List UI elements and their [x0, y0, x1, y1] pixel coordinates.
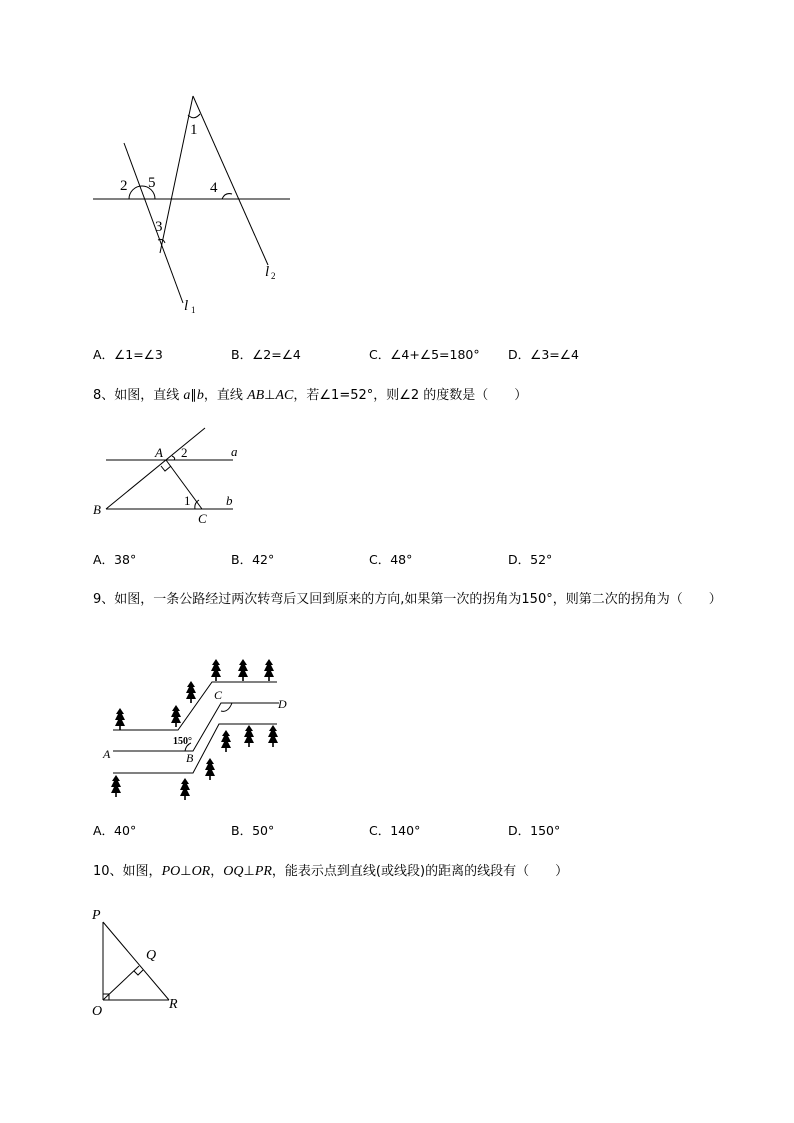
q9-label-d: D	[278, 697, 287, 711]
q10-perp-1: ⊥	[180, 864, 192, 879]
q8-figure	[0, 420, 794, 530]
segment-pr	[103, 922, 169, 1000]
q8-label-b-line: b	[226, 493, 233, 508]
tree-icon	[171, 705, 181, 727]
q10-stem	[93, 862, 568, 882]
q8-option-a[interactable]: A．38°	[93, 552, 137, 567]
q8-label-b-point: B	[93, 502, 101, 517]
q10-label-q: Q	[146, 948, 157, 963]
q8-option-c[interactable]: C．48°	[369, 552, 413, 567]
q9-text: 如图，一条公路经过两次转弯后又回到原来的方向,如果第一次的拐角为150°，则第二次的拐角为（ ）	[114, 592, 722, 607]
q10-label-r: R	[169, 997, 178, 1012]
q7-label-5: 5	[148, 175, 156, 191]
right-angle-mark-q	[134, 970, 143, 975]
q9-label-b: B	[186, 751, 194, 765]
angle-arc-4	[222, 194, 232, 199]
q10-var-pr: PR	[254, 864, 272, 879]
q9-option-d[interactable]: D．150°	[508, 823, 561, 838]
q8-label-2: 2	[181, 445, 188, 460]
q8-label-1: 1	[184, 493, 191, 508]
line-l1	[124, 143, 183, 303]
q8-option-d[interactable]: D．52°	[508, 552, 553, 567]
transversal-line	[160, 96, 193, 253]
angle-arc-2	[172, 456, 175, 460]
tree-icon	[205, 758, 215, 780]
q10-sep: ，	[210, 864, 224, 879]
q7-label-l2-sub: 2	[271, 271, 276, 281]
q8-perp: ⊥	[264, 388, 276, 403]
angle-arc-3	[158, 239, 165, 243]
q7-label-1: 1	[190, 122, 198, 138]
q8-text-3: ，若∠1=52°，则∠2 的度数是（ ）	[293, 388, 528, 403]
q9-option-a[interactable]: A．40°	[93, 823, 137, 838]
q10-figure	[0, 900, 794, 1025]
q7-label-2: 2	[120, 178, 128, 194]
q10-label-o: O	[92, 1004, 103, 1019]
q8-option-b[interactable]: B．42°	[231, 552, 275, 567]
q8-text-1: 如图，直线	[114, 388, 184, 403]
q8-stem	[93, 386, 527, 406]
q7-label-3: 3	[155, 219, 163, 235]
right-angle-mark	[161, 466, 171, 471]
q9-number: 9、	[93, 592, 115, 607]
q9-label-angle: 150°	[173, 736, 192, 747]
q8-label-a-line: a	[231, 444, 238, 459]
q8-text-2: ，直线	[203, 388, 248, 403]
q7-option-a[interactable]: A．∠1=∠3	[93, 347, 163, 362]
q8-var-ac: AC	[275, 388, 294, 403]
tree-icon	[268, 725, 278, 747]
q7-label-l1: l	[184, 298, 189, 314]
segment-oq	[103, 966, 139, 1000]
q9-figure	[0, 650, 794, 800]
q8-label-c-point: C	[198, 511, 207, 526]
q8-number: 8、	[93, 388, 115, 403]
q7-options	[93, 345, 693, 363]
q10-text-1: 如图，	[122, 864, 162, 879]
tree-icon	[264, 659, 274, 681]
q8-label-a-point: A	[155, 445, 163, 460]
q7-label-l1-sub: 1	[191, 305, 196, 315]
q8-var-a: a	[183, 388, 191, 403]
q10-label-p: P	[92, 908, 101, 923]
angle-arc-1	[188, 114, 200, 118]
q10-number: 10、	[93, 864, 123, 879]
q7-label-4: 4	[210, 180, 218, 196]
road-center	[113, 703, 279, 751]
q9-stem	[93, 588, 738, 612]
q8-var-b: b	[196, 388, 204, 403]
q8-parallel: ∥	[190, 388, 197, 403]
tree-icon	[180, 778, 190, 800]
tree-icon	[111, 775, 121, 797]
q10-var-oq: OQ	[223, 864, 244, 879]
q9-options	[93, 821, 693, 839]
q10-text-2: ，能表示点到直线(或线段)的距离的线段有（ ）	[271, 864, 569, 879]
q7-figure	[0, 0, 794, 330]
q10-var-or: OR	[191, 864, 211, 879]
q7-option-b[interactable]: B．∠2=∠4	[231, 347, 301, 362]
q9-option-c[interactable]: C．140°	[369, 823, 421, 838]
q8-var-ab: AB	[247, 388, 265, 403]
line-l2	[193, 96, 268, 265]
tree-icon	[211, 659, 221, 681]
q9-label-c: C	[214, 688, 223, 702]
tree-icon	[115, 708, 125, 730]
q7-option-c[interactable]: C．∠4+∠5=180°	[369, 347, 480, 362]
q7-option-d[interactable]: D．∠3=∠4	[508, 347, 579, 362]
q10-perp-2: ⊥	[243, 864, 255, 879]
q10-var-po: PO	[161, 864, 181, 879]
tree-icon	[186, 681, 196, 703]
angle-arc-c	[221, 703, 232, 711]
q9-option-b[interactable]: B．50°	[231, 823, 275, 838]
tree-icon	[221, 730, 231, 752]
tree-icon	[238, 659, 248, 681]
tree-icon	[244, 725, 254, 747]
q8-options	[93, 550, 693, 568]
q7-label-l2: l	[265, 264, 270, 280]
road-edge-upper	[113, 682, 277, 730]
q9-label-a: A	[103, 747, 111, 761]
